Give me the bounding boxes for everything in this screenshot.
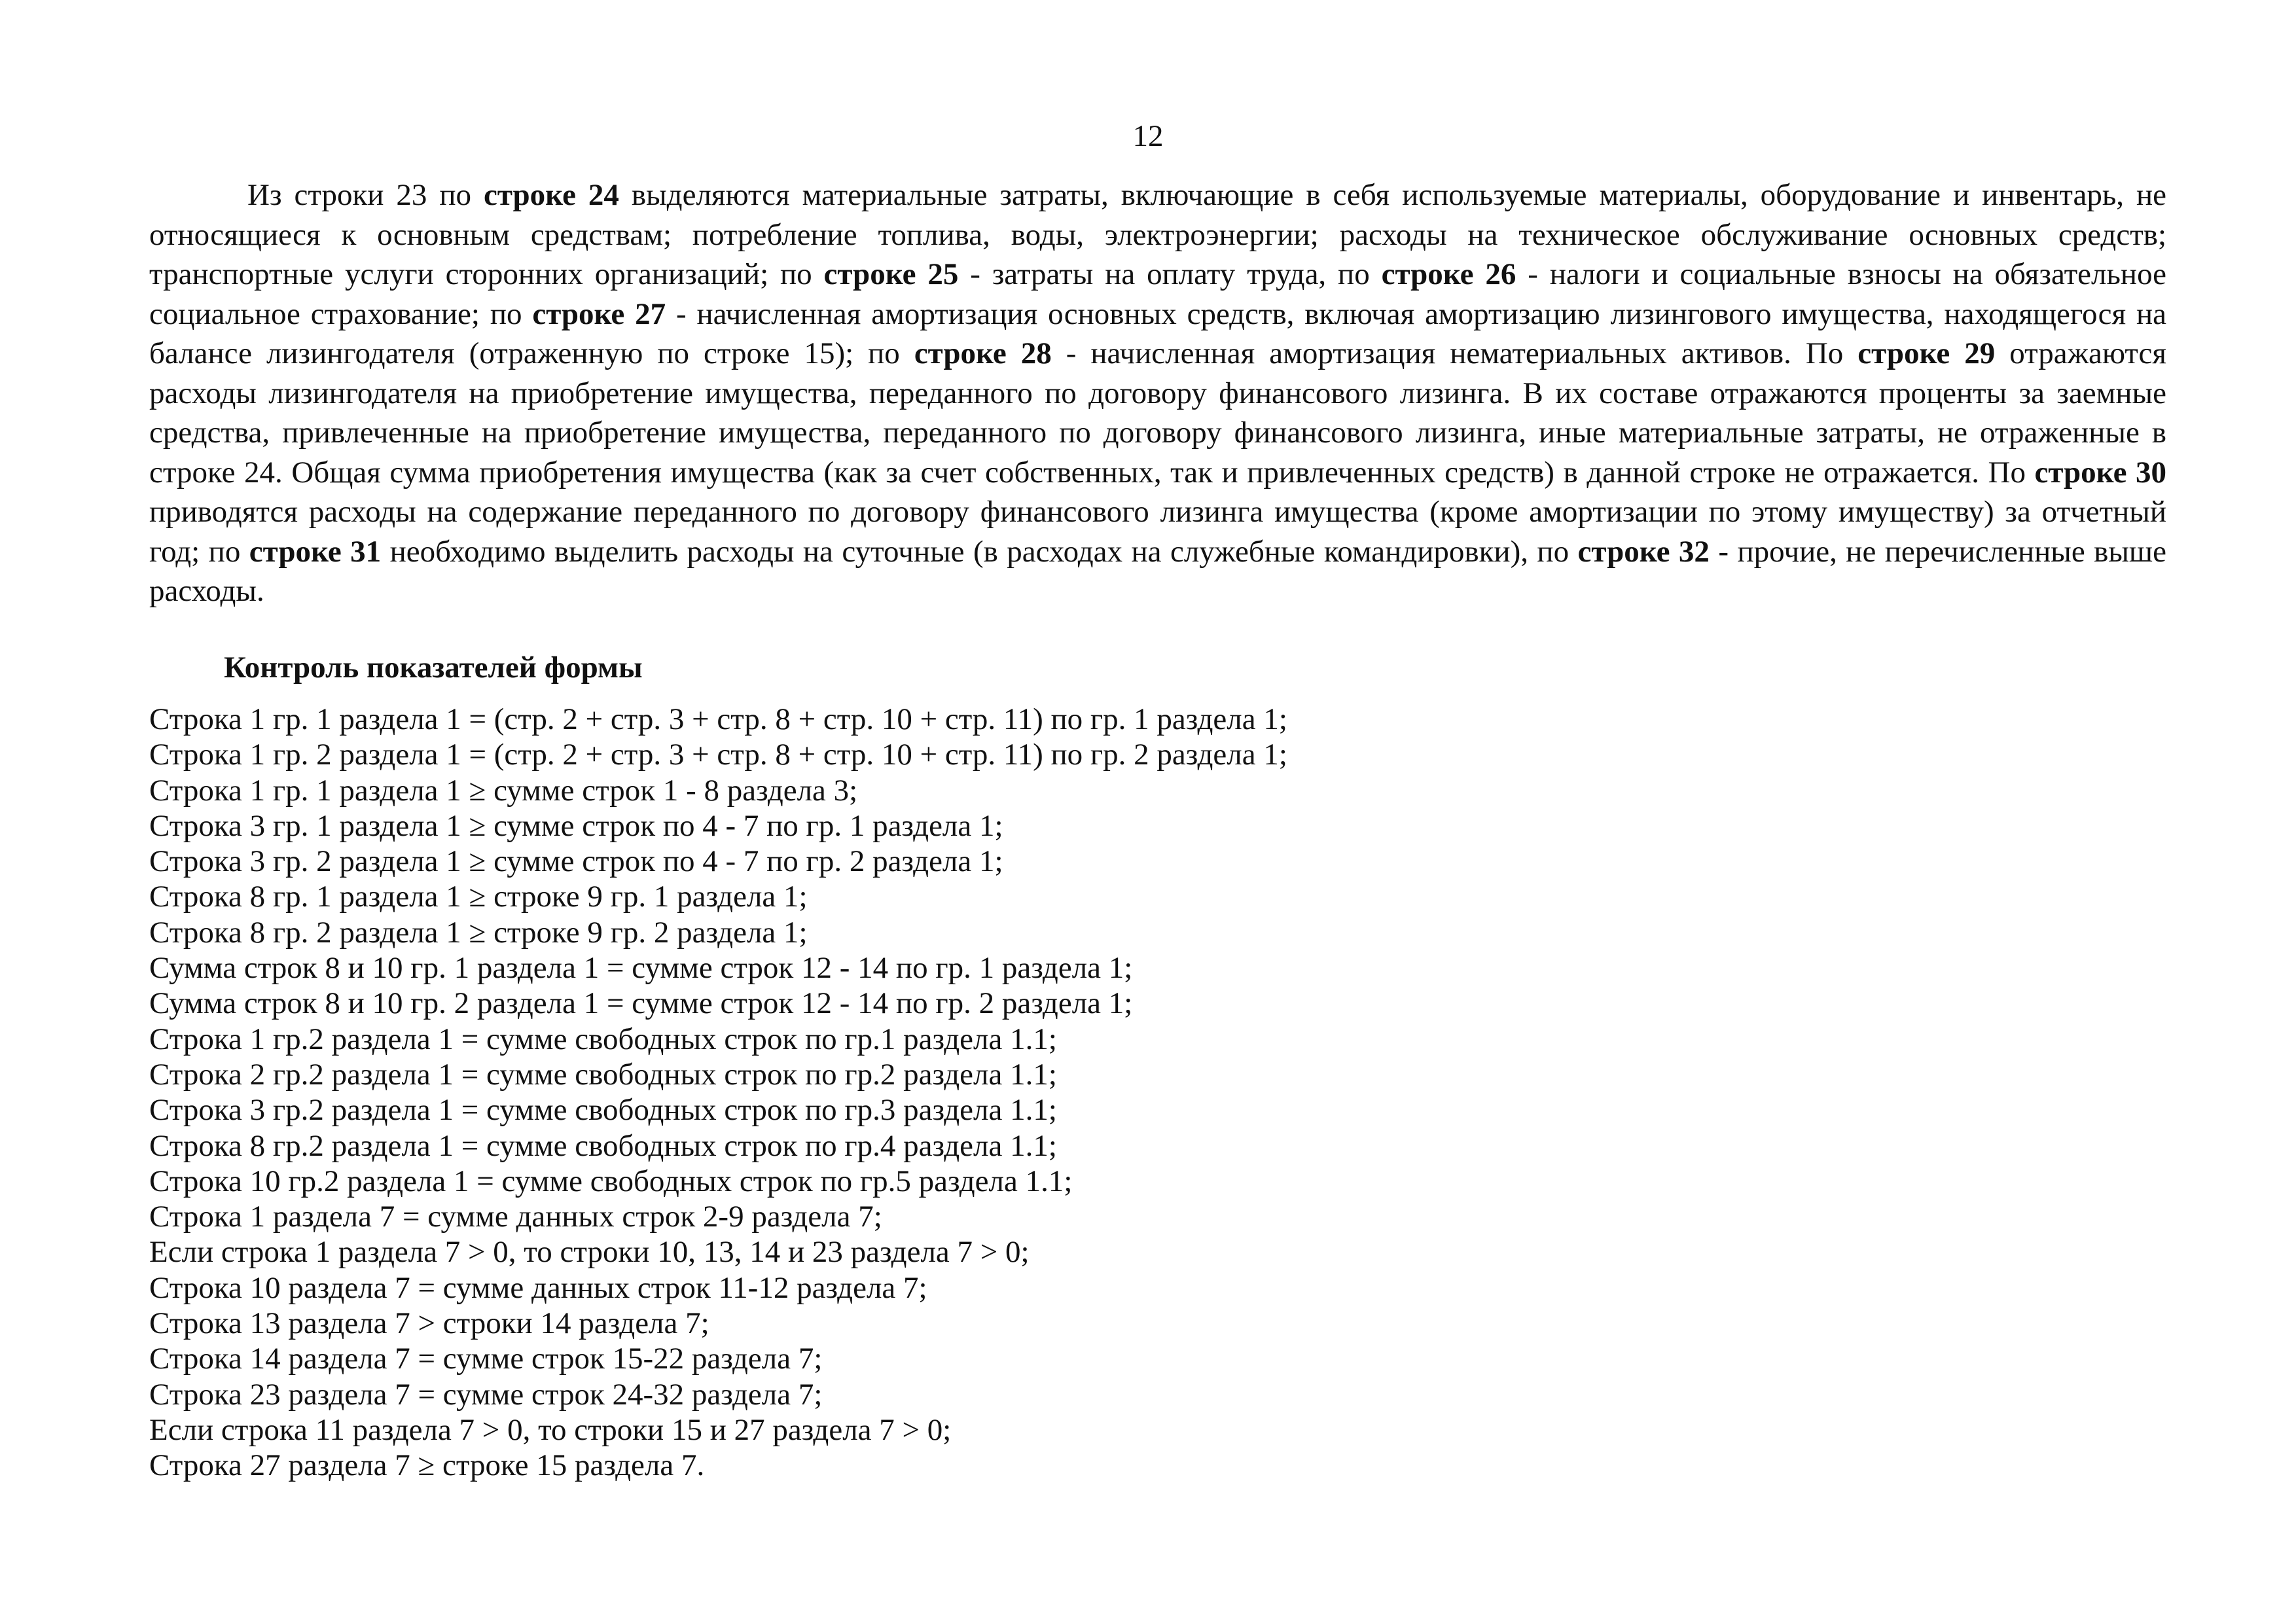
control-rule: Строка 10 гр.2 раздела 1 = сумме свободных строк по гр.5 раздела 1.1; <box>149 1164 1073 1198</box>
control-rule: Строка 27 раздела 7 ≥ строке 15 раздела 7. <box>149 1448 705 1483</box>
control-rule: Строка 13 раздела 7 > строки 14 раздела 7; <box>149 1306 709 1341</box>
control-rule: Строка 1 гр.2 раздела 1 = сумме свободных строк по гр.1 раздела 1.1; <box>149 1022 1057 1056</box>
row-reference: строке 27 <box>532 296 666 331</box>
control-rule: Строка 8 гр. 1 раздела 1 ≥ строке 9 гр. 1 раздела 1; <box>149 880 808 914</box>
paragraph-run: приводятся расходы на содержание переданного по договору финансового лизинга имущества (кроме амортизации по этому имуществу) за отчетный год; по <box>149 495 2166 569</box>
section-heading: Контроль показателей формы <box>224 651 643 685</box>
control-rule: Строка 3 гр.2 раздела 1 = сумме свободных строк по гр.3 раздела 1.1; <box>149 1093 1057 1128</box>
control-rule: Сумма строк 8 и 10 гр. 2 раздела 1 = сумме строк 12 - 14 по гр. 2 раздела 1; <box>149 986 1133 1021</box>
description-paragraph <box>149 175 2166 611</box>
control-rule: Строка 1 гр. 1 раздела 1 ≥ сумме строк 1 - 8 раздела 3; <box>149 773 858 808</box>
paragraph-run: выделяются материальные затраты, включающие в себя используемые материалы, оборудование и инвентарь, не относящиеся к основным средствам; потребление топлива, воды, электроэнергии; расходы на техническое обслуживание основных средств; транспортные услуги сторонних организаций; по <box>149 178 2166 291</box>
paragraph-run: - прочие, не перечисленные выше расходы. <box>149 534 2166 608</box>
control-rule: Строка 8 гр.2 раздела 1 = сумме свободных строк по гр.4 раздела 1.1; <box>149 1128 1057 1163</box>
control-rule: Строка 1 гр. 1 раздела 1 = (стр. 2 + стр. 3 + стр. 8 + стр. 10 + стр. 11) по гр. 1 раздела 1; <box>149 702 1287 736</box>
control-rule: Строка 8 гр. 2 раздела 1 ≥ строке 9 гр. 2 раздела 1; <box>149 915 808 950</box>
control-rule: Строка 10 раздела 7 = сумме данных строк 11-12 раздела 7; <box>149 1270 927 1305</box>
control-rule: Если строка 11 раздела 7 > 0, то строки 15 и 27 раздела 7 > 0; <box>149 1412 952 1447</box>
paragraph-run: отражаются расходы лизингодателя на приобретение имущества, переданного по договору финансового лизинга. В их составе отражаются проценты за заемные средства, привлеченные на приобретение имущества, переданного по договору финансового лизинга, иные материальные затраты, не отраженные в строке 24. Общая сумма приобретения имущества (как за счет собственных, так и привлеченных средств) в данной строке не отражается. По <box>149 336 2166 490</box>
row-reference: строке 30 <box>2034 455 2166 490</box>
paragraph-run: - затраты на оплату труда, по <box>958 257 1382 291</box>
paragraph-run: необходимо выделить расходы на суточные (в расходах на служебные командировки), по <box>381 534 1578 569</box>
control-rule: Строка 3 гр. 1 раздела 1 ≥ сумме строк по 4 - 7 по гр. 1 раздела 1; <box>149 808 1003 843</box>
paragraph-run: - начисленная амортизация нематериальных активов. По <box>1051 336 1858 370</box>
control-rule: Строка 3 гр. 2 раздела 1 ≥ сумме строк по 4 - 7 по гр. 2 раздела 1; <box>149 844 1003 879</box>
control-rule: Строка 1 гр. 2 раздела 1 = (стр. 2 + стр. 3 + стр. 8 + стр. 10 + стр. 11) по гр. 2 раздела 1; <box>149 738 1287 772</box>
control-rule: Строка 1 раздела 7 = сумме данных строк 2-9 раздела 7; <box>149 1200 882 1234</box>
row-reference: строке 32 <box>1577 534 1710 569</box>
row-reference: строке 31 <box>249 534 382 569</box>
control-rule: Строка 2 гр.2 раздела 1 = сумме свободных строк по гр.2 раздела 1.1; <box>149 1057 1057 1092</box>
paragraph-text <box>149 175 2166 611</box>
row-reference: строке 29 <box>1857 336 1996 370</box>
paragraph-run: - налоги и социальные взносы на обязательное социальное страхование; по <box>149 257 2167 331</box>
paragraph-run: Из строки 23 по <box>247 178 484 212</box>
control-rule: Если строка 1 раздела 7 > 0, то строки 10, 13, 14 и 23 раздела 7 > 0; <box>149 1235 1030 1270</box>
row-reference: строке 28 <box>914 336 1052 370</box>
control-rules-list <box>149 702 2113 1484</box>
control-rule: Строка 23 раздела 7 = сумме строк 24-32 раздела 7; <box>149 1377 823 1412</box>
control-rule: Строка 14 раздела 7 = сумме строк 15-22 раздела 7; <box>149 1342 823 1376</box>
row-reference: строке 26 <box>1381 257 1516 291</box>
paragraph-run: - начисленная амортизация основных средств, включая амортизацию лизингового имущества, находящегося на балансе лизингодателя (отраженную по строке 15); по <box>149 296 2166 370</box>
row-reference: строке 24 <box>484 178 619 212</box>
page-number: 12 <box>1132 119 1164 153</box>
row-reference: строке 25 <box>823 257 959 291</box>
control-rule: Сумма строк 8 и 10 гр. 1 раздела 1 = сумме строк 12 - 14 по гр. 1 раздела 1; <box>149 951 1133 986</box>
